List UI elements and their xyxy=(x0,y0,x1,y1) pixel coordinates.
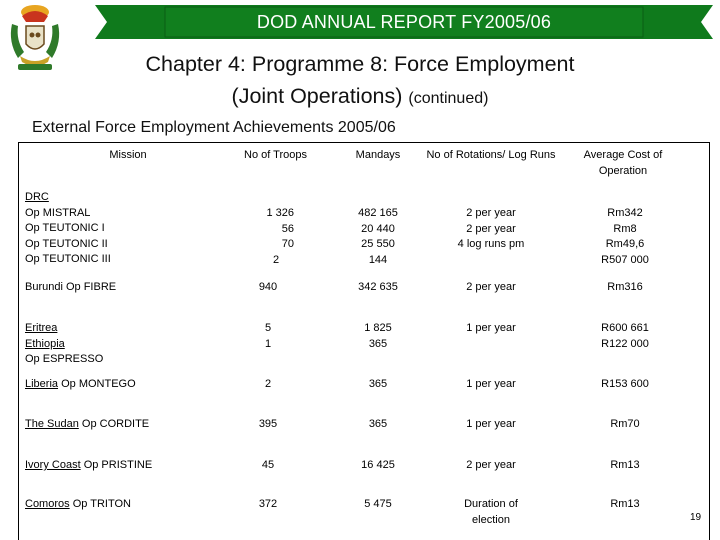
mandays-comoros: 5 475 xyxy=(364,498,392,510)
troops-drc xyxy=(218,206,294,268)
column-header-rotations: No of Rotations/ Log Runs xyxy=(426,149,556,161)
troops-burundi: 940 xyxy=(258,281,278,293)
cost-eritrea xyxy=(565,321,685,352)
mandays-value: 20 440 xyxy=(361,222,395,235)
cost-comoros: Rm13 xyxy=(610,498,640,510)
page-number: 19 xyxy=(690,512,702,523)
operation-label: Op MISTRAL xyxy=(25,206,91,219)
mandays-sudan: 365 xyxy=(368,418,388,430)
mandays-eritrea xyxy=(318,321,438,352)
chapter-title: Chapter 4: Programme 8: Force Employment xyxy=(145,52,575,76)
cost-value: R122 000 xyxy=(601,337,649,350)
country-label: Ivory Coast xyxy=(25,459,81,471)
chapter-subtitle-main: (Joint Operations) xyxy=(231,84,403,108)
troops-sudan: 395 xyxy=(258,418,278,430)
mission-burundi: Burundi Op FIBRE xyxy=(25,281,117,293)
rotations-value: 4 log runs pm xyxy=(457,238,525,250)
mission-liberia xyxy=(25,377,225,393)
mandays-ivory-coast: 16 425 xyxy=(361,459,395,471)
mandays-value: 482 165 xyxy=(358,207,398,219)
operation-label: Op TRITON xyxy=(72,498,131,510)
rotations-burundi: 2 per year xyxy=(466,281,516,293)
achievements-table xyxy=(18,142,710,540)
mission-ivory-coast xyxy=(25,458,225,474)
rotations-drc xyxy=(431,206,551,253)
operation-label: Op PRISTINE xyxy=(83,459,153,471)
mandays-burundi: 342 635 xyxy=(358,281,398,293)
mandays-drc xyxy=(318,206,438,268)
rotations-value: election xyxy=(472,513,510,526)
troops-liberia: 2 xyxy=(264,378,272,390)
mission-sudan xyxy=(25,417,225,433)
column-header-mission: Mission xyxy=(109,149,147,161)
cost-liberia: R153 600 xyxy=(601,378,649,390)
operation-label: Op ESPRESSO xyxy=(25,353,104,365)
column-header-cost: Average Cost of Operation xyxy=(583,149,663,177)
rotations-sudan: 1 per year xyxy=(466,418,516,430)
cost-drc xyxy=(565,206,685,268)
troops-value: 5 xyxy=(264,322,272,334)
troops-eritrea xyxy=(228,321,308,352)
mandays-value: 144 xyxy=(368,253,388,266)
troops-value: 1 xyxy=(264,337,272,350)
cost-value: R600 661 xyxy=(601,322,649,334)
troops-value: 56 xyxy=(281,222,294,235)
country-label: DRC xyxy=(25,191,49,203)
operation-label: Op TEUTONIC II xyxy=(25,237,108,250)
cost-value: Rm342 xyxy=(607,207,643,219)
rotations-value: 2 per year xyxy=(466,222,516,235)
table-rule xyxy=(709,142,710,540)
table-rule xyxy=(18,142,710,143)
header-banner xyxy=(95,5,713,39)
cost-value: Rm49,6 xyxy=(605,238,645,250)
country-label: Ethiopia xyxy=(25,337,65,350)
cost-sudan: Rm70 xyxy=(610,418,640,430)
country-label: The Sudan xyxy=(25,418,79,430)
troops-value: 70 xyxy=(281,238,294,250)
rotations-eritrea: 1 per year xyxy=(466,322,516,334)
troops-comoros: 372 xyxy=(258,498,278,510)
cost-value: Rm8 xyxy=(613,222,637,235)
mission-eritrea-ethiopia xyxy=(25,321,225,368)
rotations-ivory-coast: 2 per year xyxy=(466,459,516,471)
banner-title: DOD ANNUAL REPORT FY2005/06 xyxy=(256,11,552,32)
mandays-value: 365 xyxy=(368,337,388,350)
rotations-liberia: 1 per year xyxy=(466,378,516,390)
mandays-liberia: 365 xyxy=(368,378,388,390)
chapter-subtitle-suffix: (continued) xyxy=(408,90,489,107)
table-rule xyxy=(18,142,19,540)
cost-burundi: Rm316 xyxy=(607,281,643,293)
section-title: External Force Employment Achievements 2005/06 xyxy=(32,119,396,136)
cost-ivory-coast: Rm13 xyxy=(610,459,640,471)
cost-value: R507 000 xyxy=(601,253,649,266)
troops-value: 2 xyxy=(273,253,280,266)
rotations-value: 2 per year xyxy=(466,207,516,219)
rotations-value: Duration of xyxy=(464,498,518,510)
troops-ivory-coast: 45 xyxy=(261,459,275,471)
country-label: Eritrea xyxy=(25,322,58,334)
country-label: Liberia xyxy=(25,378,59,390)
operation-label: Op MONTEGO xyxy=(61,378,136,390)
operation-label: Op CORDITE xyxy=(81,418,150,430)
mission-comoros xyxy=(25,497,225,513)
rotations-comoros xyxy=(431,497,551,528)
operation-label: Op TEUTONIC I xyxy=(25,222,105,234)
column-header-troops: No of Troops xyxy=(244,149,307,161)
operation-label: Op TEUTONIC III xyxy=(25,253,111,265)
troops-value: 1 326 xyxy=(266,207,294,219)
mandays-value: 1 825 xyxy=(364,322,392,334)
mission-drc xyxy=(25,190,225,268)
country-label: Comoros xyxy=(25,498,70,510)
chapter-subtitle xyxy=(0,84,720,109)
column-header-mandays: Mandays xyxy=(355,149,401,161)
mandays-value: 25 550 xyxy=(361,238,395,250)
